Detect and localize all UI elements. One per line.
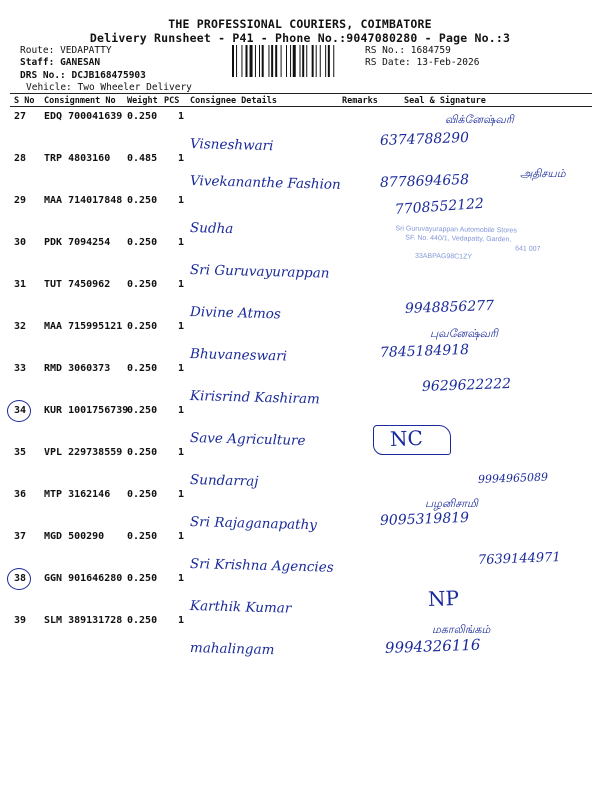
row-sno: 33 <box>14 363 27 374</box>
row-signature-text: பழனிசாமி <box>425 497 478 510</box>
rs-date-value: 13-Feb-2026 <box>416 57 480 68</box>
row-remark: 7639144971 <box>477 550 561 568</box>
row-consignment: TUT 7450962 <box>44 279 111 290</box>
staff-line <box>20 57 100 68</box>
staff-label: Staff: <box>20 57 55 68</box>
stamp-line-3: 641 007 <box>515 245 541 253</box>
row-sno: 31 <box>14 279 27 290</box>
row-consignment: EDQ 700041639 <box>44 111 123 122</box>
row-weight: 0.250 <box>127 405 158 416</box>
row-sno: 32 <box>14 321 27 332</box>
table-row <box>0 363 600 408</box>
row-weight: 0.250 <box>127 531 158 542</box>
table-row <box>0 321 600 363</box>
row-consignment: MGD 500290 <box>44 531 105 542</box>
row-pcs: 1 <box>178 531 185 542</box>
table-row <box>0 447 600 489</box>
table-row <box>0 111 600 153</box>
vehicle-value: Two Wheeler Delivery <box>77 82 192 93</box>
table-row <box>0 615 600 657</box>
row-pcs: 1 <box>178 321 185 332</box>
row-pcs: 1 <box>178 489 185 500</box>
row-remark: 9948856277 <box>404 297 495 317</box>
row-sno: 28 <box>14 153 27 164</box>
row-consignee: Kirisrind Kashiram <box>189 388 321 408</box>
row-consignee: Sri Krishna Agencies <box>189 556 334 576</box>
stamp-line-4: 33ABPAG98C1ZY <box>414 252 473 261</box>
runsheet-title: THE PROFESSIONAL COURIERS, COIMBATORE <box>168 17 432 31</box>
row-remark: 7845184918 <box>379 341 470 361</box>
table-top-rule <box>10 93 592 94</box>
row-consignment: SLM 389131728 <box>44 615 123 626</box>
row-remark: NC <box>389 425 424 451</box>
row-weight: 0.250 <box>127 447 158 458</box>
row-consignment: MAA 714017848 <box>44 195 123 206</box>
row-consignee: mahalingam <box>189 640 275 659</box>
row-weight: 0.250 <box>127 111 158 122</box>
row-signature-text: விக்னேஷ்வரி <box>445 113 514 126</box>
drs-label: DRS No.: <box>20 70 66 81</box>
col-pcs: PCS <box>164 96 180 106</box>
row-weight: 0.250 <box>127 573 158 584</box>
row-consignment: VPL 229738559 <box>44 447 123 458</box>
col-seal: Seal & Signature <box>404 96 486 106</box>
row-remark: 6374788290 <box>379 129 470 149</box>
table-row <box>0 489 600 534</box>
row-consignee: Divine Atmos <box>189 304 282 323</box>
route-label: Route: <box>20 45 55 56</box>
row-sno: 27 <box>14 111 27 122</box>
row-pcs: 1 <box>178 111 185 122</box>
row-consignee: Karthik Kumar <box>189 598 292 617</box>
row-weight: 0.485 <box>127 153 158 164</box>
drs-line <box>20 70 146 81</box>
row-remark: 9994965089 <box>477 470 549 486</box>
row-pcs: 1 <box>178 447 185 458</box>
shop-stamp <box>394 224 585 287</box>
row-remark: 8778694658 <box>379 171 470 191</box>
row-consignee: Sundarraj <box>189 472 259 490</box>
row-consignee: Sri Rajaganapathy <box>189 514 318 534</box>
row-pcs: 1 <box>178 237 185 248</box>
row-sno: 36 <box>14 489 27 500</box>
row-consignment: RMD 3060373 <box>44 363 111 374</box>
row-weight: 0.250 <box>127 615 158 626</box>
row-consignment: KUR 1001756739 <box>44 405 129 416</box>
row-remark: 9629622222 <box>421 375 512 395</box>
row-pcs: 1 <box>178 573 185 584</box>
col-sno: S No <box>14 96 35 106</box>
stamp-line-2: SF. No. 440/1, Vedapatty, Garden, <box>405 234 512 244</box>
row-consignee: Visneshwari <box>189 136 274 155</box>
rs-date-label: RS Date: <box>365 57 411 68</box>
row-sno: 38 <box>14 573 27 584</box>
row-weight: 0.250 <box>127 321 158 332</box>
rs-no-line <box>365 45 451 56</box>
row-weight: 0.250 <box>127 195 158 206</box>
row-consignee: Vivekananthe Fashion <box>189 173 341 193</box>
row-consignee: Bhuvaneswari <box>189 346 288 365</box>
row-signature-text: அதிசயம் <box>520 167 566 180</box>
col-remarks: Remarks <box>342 96 378 106</box>
col-weight: Weight <box>127 96 158 106</box>
col-consignee: Consignee Details <box>190 96 277 106</box>
row-consignee: Save Agriculture <box>189 430 306 450</box>
vehicle-line <box>26 82 192 93</box>
table-header-rule <box>10 106 592 107</box>
barcode <box>232 45 360 77</box>
row-signature-text: மகாலிங்கம் <box>432 623 491 636</box>
row-weight: 0.250 <box>127 237 158 248</box>
row-weight: 0.250 <box>127 363 158 374</box>
table-row <box>0 531 600 576</box>
row-signature-text: புவனேஷ்வரி <box>430 327 498 340</box>
staff-value: GANESAN <box>60 57 101 68</box>
row-pcs: 1 <box>178 195 185 206</box>
rs-no-label: RS No.: <box>365 45 406 56</box>
rs-date-line <box>365 57 479 68</box>
col-consignment: Consignment No <box>44 96 116 106</box>
row-remark: 9994326116 <box>384 635 481 657</box>
row-consignee: Sudha <box>189 220 234 238</box>
row-weight: 0.250 <box>127 489 158 500</box>
stamp-line-1: Sri Guruvayurappan Automobile Stores <box>395 225 517 235</box>
runsheet-subtitle: Delivery Runsheet - P41 - Phone No.:9047080280 - Page No.:3 <box>89 31 511 45</box>
row-remark: 7708552122 <box>394 195 485 218</box>
row-sno: 39 <box>14 615 27 626</box>
row-consignment: GGN 901646280 <box>44 573 123 584</box>
row-pcs: 1 <box>178 363 185 374</box>
rs-no-value: 1684759 <box>410 45 451 56</box>
row-consignee: Sri Guruvayurappan <box>189 262 330 282</box>
row-weight: 0.250 <box>127 279 158 290</box>
row-consignment: PDK 7094254 <box>44 237 111 248</box>
row-sno: 37 <box>14 531 27 542</box>
table-row <box>0 405 600 451</box>
row-consignment: MTP 3162146 <box>44 489 111 500</box>
drs-value: DCJB168475903 <box>71 70 146 81</box>
row-remark: 9095319819 <box>379 509 470 529</box>
row-sno: 29 <box>14 195 27 206</box>
route-value: VEDAPATTY <box>60 45 112 56</box>
row-remark: NP <box>427 585 460 611</box>
row-pcs: 1 <box>178 279 185 290</box>
row-consignment: MAA 715995121 <box>44 321 123 332</box>
route-line <box>20 45 112 56</box>
table-row <box>0 573 600 615</box>
row-pcs: 1 <box>178 153 185 164</box>
row-consignment: TRP 4803160 <box>44 153 111 164</box>
table-row <box>0 153 600 195</box>
row-pcs: 1 <box>178 615 185 626</box>
row-sno: 35 <box>14 447 27 458</box>
row-sno: 34 <box>14 405 27 416</box>
row-sno: 30 <box>14 237 27 248</box>
vehicle-label: Vehicle: <box>26 82 72 93</box>
row-pcs: 1 <box>178 405 185 416</box>
